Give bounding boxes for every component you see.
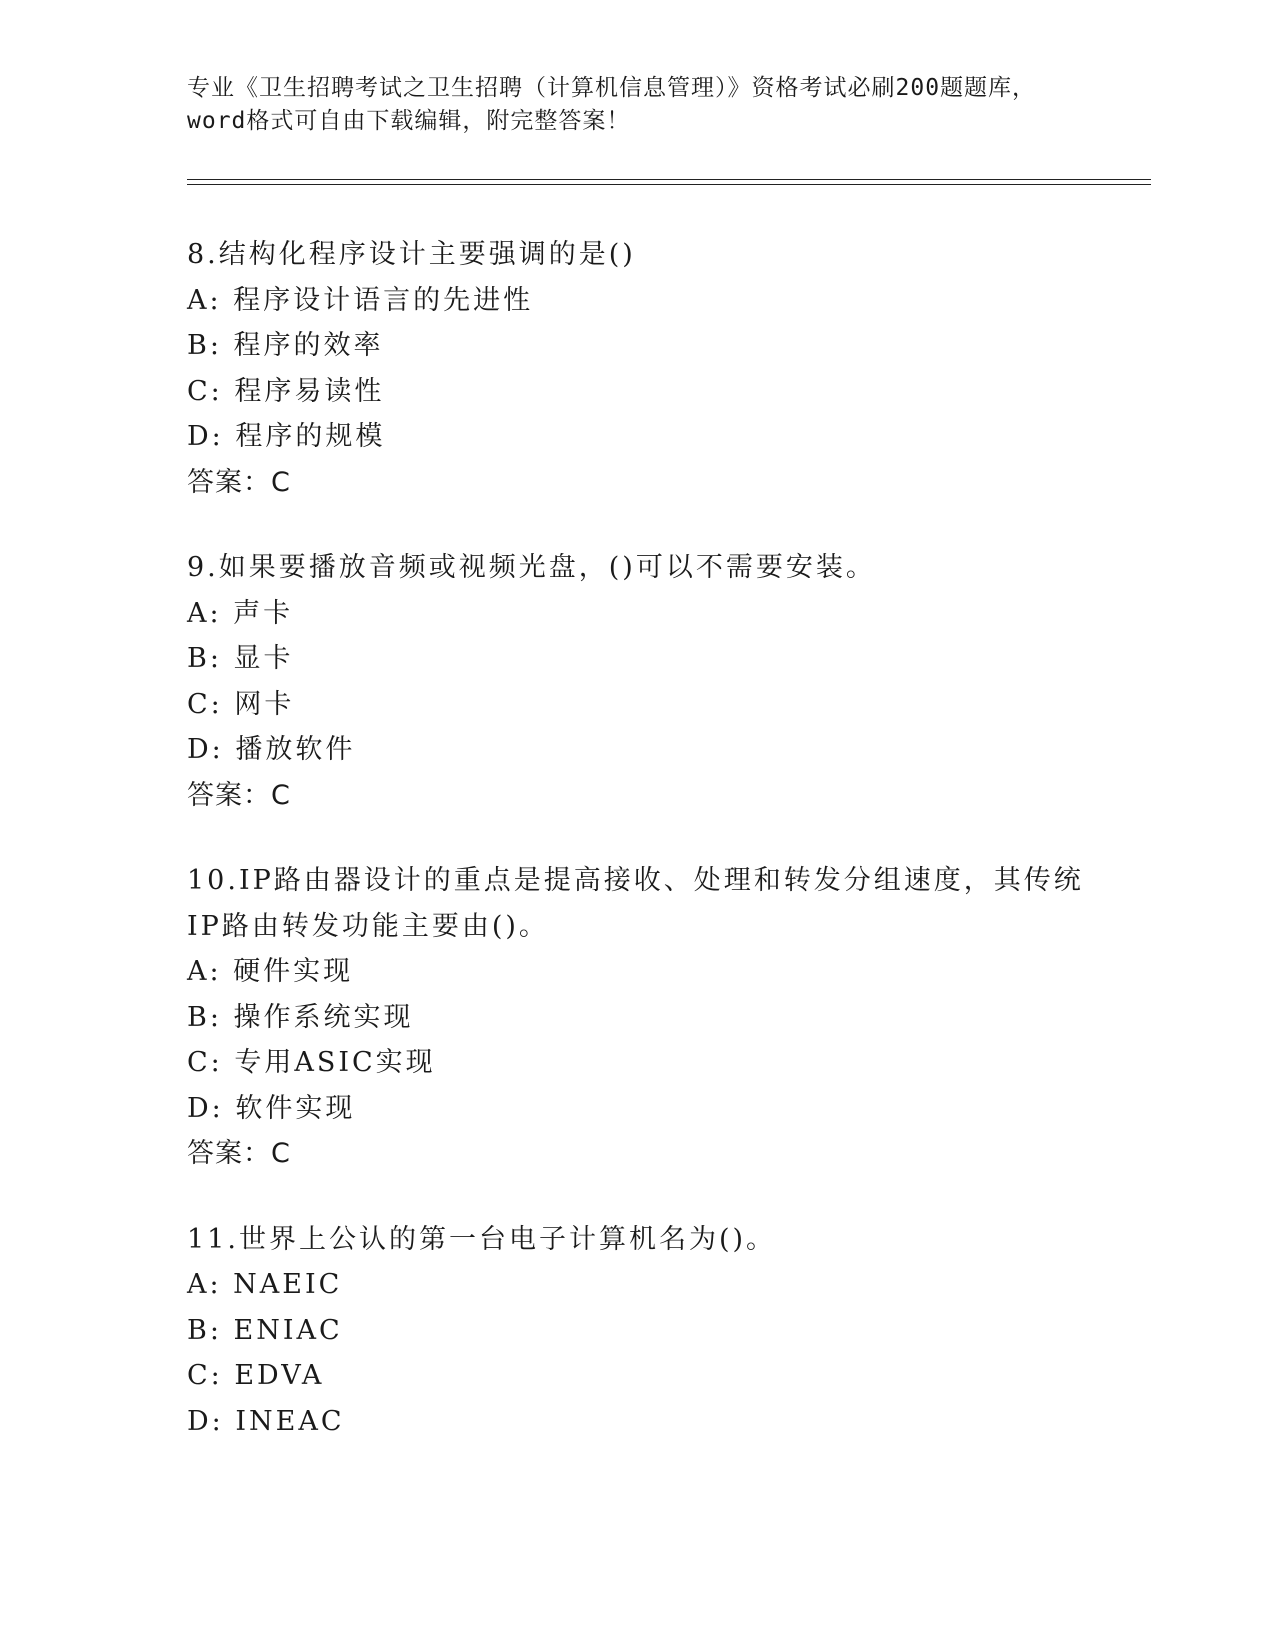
option-d: D: 程序的规模 [187,421,386,452]
answer: 答案：C [187,779,291,811]
option-c: C: EDVA [187,1360,325,1391]
answer: 答案：C [187,466,291,498]
question-stem: 10.IP路由器设计的重点是提高接收、处理和转发分组速度，其传统 [187,865,1084,896]
option-c: C: 程序易读性 [187,375,385,407]
option-a: A: 声卡 [187,597,294,629]
option-d: D: 软件实现 [187,1092,356,1124]
option-b: B: 操作系统实现 [187,1001,414,1033]
document-header [187,72,1087,138]
question-10 [187,858,1087,1177]
option-a: A: NAEIC [187,1269,343,1300]
option-b: B: 显卡 [187,643,294,674]
header-line-1: 专业《卫生招聘考试之卫生招聘（计算机信息管理）》资格考试必刷200题题库， [187,75,1037,101]
question-stem: 11.世界上公认的第一台电子计算机名为()。 [187,1223,777,1255]
question-8 [187,232,1087,505]
question-list [187,232,1087,1484]
option-d: D: 播放软件 [187,734,356,765]
option-b: B: ENIAC [187,1314,343,1346]
question-9 [187,545,1087,818]
question-11 [187,1217,1087,1445]
answer: 答案：C [187,1138,291,1169]
option-c: C: 网卡 [187,688,295,720]
question-stem: 9.如果要播放音频或视频光盘，()可以不需要安装。 [187,552,876,583]
option-a: A: 硬件实现 [187,956,354,987]
header-rule-bottom [187,184,1151,185]
header-rule-top [187,179,1151,180]
option-b: B: 程序的效率 [187,330,384,361]
option-a: A: 程序设计语言的先进性 [187,284,534,316]
header-line-2: word格式可自由下载编辑，附完整答案！ [187,108,631,134]
option-d: D: INEAC [187,1405,345,1437]
option-c: C: 专用ASIC实现 [187,1047,436,1078]
question-stem-continued: IP路由转发功能主要由()。 [187,910,549,942]
question-stem: 8.结构化程序设计主要强调的是() [187,239,636,270]
